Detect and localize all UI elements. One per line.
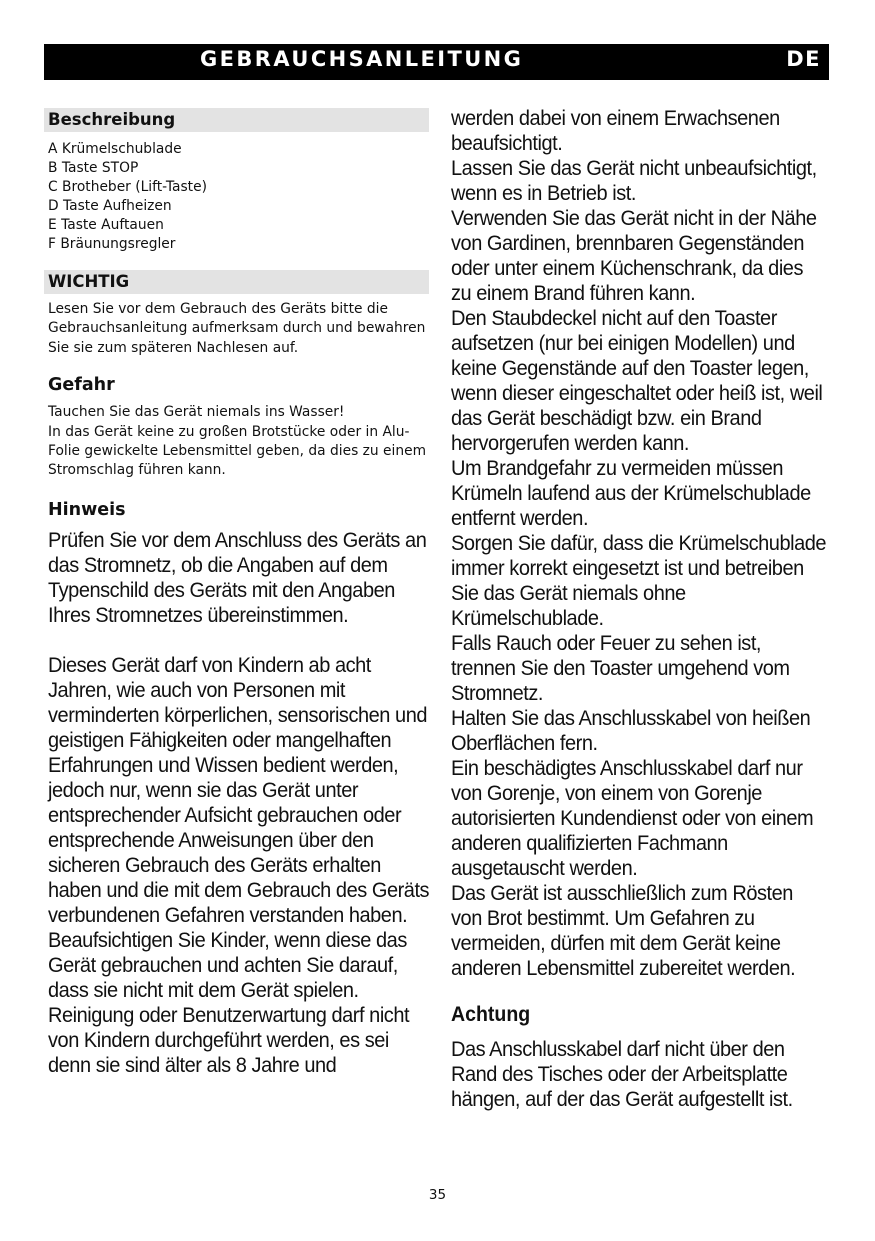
wichtig-heading: WICHTIG <box>44 270 429 294</box>
right-para-3: Verwenden Sie das Gerät nicht in der Nähe von Gardinen, brennbaren Gegenständen oder unter einem Küchenschrank, da dies zu einem Brand führen kann. <box>451 206 817 305</box>
right-para-6: Sorgen Sie dafür, dass die Krümelschublade immer korrekt eingesetzt ist und betreiben Sie das Gerät niemals ohne Krümelschublade. <box>451 531 827 630</box>
gefahr-heading: Gefahr <box>48 375 115 396</box>
beschreibung-heading: Beschreibung <box>44 108 429 132</box>
page-number: 35 <box>428 1187 447 1203</box>
achtung-text: Das Anschlusskabel darf nicht über den Rand des Tisches oder der Arbeitsplatte hängen, auf der das Gerät aufgestellt ist. <box>451 1037 793 1111</box>
hinweis-heading: Hinweis <box>48 499 126 520</box>
right-para-10: Das Gerät ist ausschließlich zum Rösten von Brot bestimmt. Um Gefahren zu vermeiden, dürfen mit dem Gerät keine anderen Lebensmittel zubereitet werden. <box>451 881 796 980</box>
left-column <box>44 108 429 1078</box>
list-item: E Taste Auftauen <box>48 217 164 233</box>
hinweis-para-3: Beaufsichtigen Sie Kinder, wenn diese das Gerät gebrauchen und achten Sie darauf, dass sie nicht mit dem Gerät spielen. <box>48 927 407 1002</box>
header-bar <box>44 44 829 80</box>
right-para-4: Den Staubdeckel nicht auf den Toaster aufsetzen (nur bei einigen Modellen) und keine Gegenstände auf den Toaster legen, wenn dieser eingeschaltet oder heiß ist, weil das Gerät beschädigt bzw. ein Brand hervorgerufen werden kann. <box>451 306 823 455</box>
gefahr-line-1: Tauchen Sie das Gerät niemals ins Wasser! <box>48 404 345 421</box>
right-para-8: Halten Sie das Anschlusskabel von heißen Oberflächen fern. <box>451 706 811 755</box>
right-para-5: Um Brandgefahr zu vermeiden müssen Krümeln laufend aus der Krümelschublade entfernt werden. <box>451 456 811 530</box>
gefahr-line-2: In das Gerät keine zu großen Brotstücke oder in Alu-Folie gewickelte Lebensmittel geben, da dies zu einem Stromschlag führen kann. <box>48 423 427 479</box>
achtung-heading: Achtung <box>451 1003 531 1026</box>
hinweis-para-4: Reinigung oder Benutzerwartung darf nicht von Kindern durchgeführt werden, es sei denn sie sind älter als 8 Jahre und <box>48 1002 410 1077</box>
right-para-7: Falls Rauch oder Feuer zu sehen ist, trennen Sie den Toaster umgehend vom Stromnetz. <box>451 631 790 705</box>
right-para-1: werden dabei von einem Erwachsenen beaufsichtigt. <box>451 106 780 155</box>
language-code: DE <box>786 47 821 71</box>
right-para-9: Ein beschädigtes Anschlusskabel darf nur von Gorenje, von einem von Gorenje autorisierten Kundendienst oder von einem anderen qualifizierten Fachmann ausgetauscht werden. <box>451 756 814 880</box>
right-column <box>451 106 841 1112</box>
list-item: C Brotheber (Lift-Taste) <box>48 179 207 195</box>
list-item: A Krümelschublade <box>48 141 182 157</box>
list-item: D Taste Aufheizen <box>48 198 172 214</box>
hinweis-para-1: Prüfen Sie vor dem Anschluss des Geräts an das Stromnetz, ob die Angaben auf dem Typenschild des Geräts mit den Angaben Ihres Stromnetzes übereinstimmen. <box>48 527 427 627</box>
wichtig-text: Lesen Sie vor dem Gebrauch des Geräts bitte die Gebrauchsanleitung aufmerksam durch und bewahren Sie sie zum späteren Nachlesen auf. <box>48 301 426 356</box>
hinweis-para-2: Dieses Gerät darf von Kindern ab acht Jahren, wie auch von Personen mit verminderten körperlichen, sensorischen und geistigen Fähigkeiten oder mangelhaften Erfahrungen und Wissen bedient werden, jedoch nur, wenn sie das Gerät unter entsprechender Aufsicht gebrauchen oder entsprechende Anweisungen über den sicheren Gebrauch des Geräts erhalten haben und die mit dem Gebrauch des Geräts verbundenen Gefahren verstanden haben. <box>48 652 430 927</box>
parts-list <box>48 140 429 254</box>
list-item: F Bräunungsregler <box>48 236 176 252</box>
page-title: GEBRAUCHSANLEITUNG <box>200 47 524 71</box>
list-item: B Taste STOP <box>48 160 139 176</box>
right-para-2: Lassen Sie das Gerät nicht unbeaufsichtigt, wenn es in Betrieb ist. <box>451 156 817 205</box>
